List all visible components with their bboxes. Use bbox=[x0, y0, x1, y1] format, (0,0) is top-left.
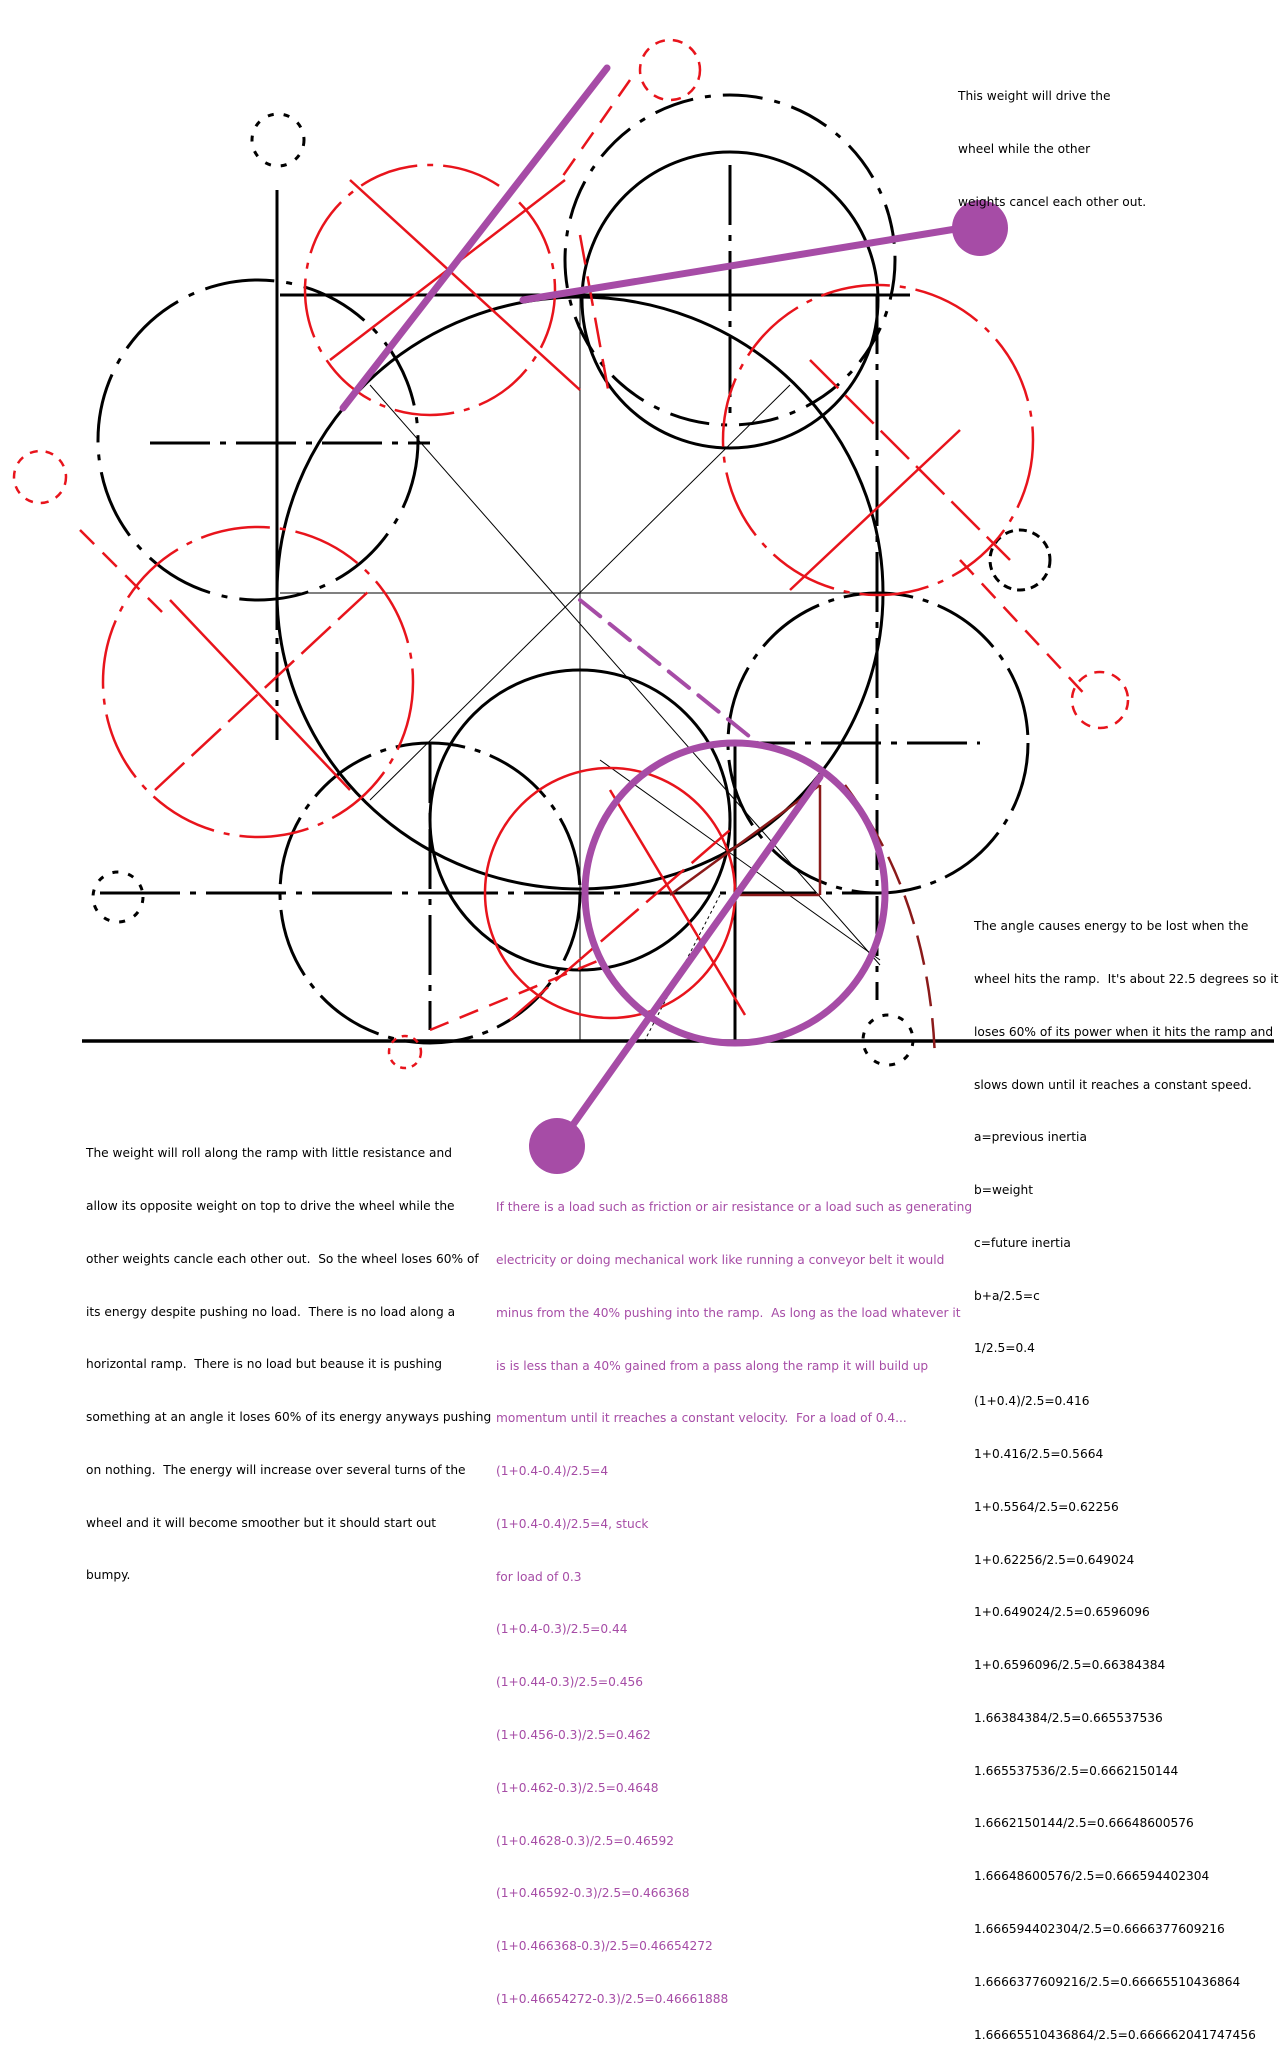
note-line: wheel while the other bbox=[958, 141, 1091, 156]
note-line: (1+0.46592-0.3)/2.5=0.466368 bbox=[496, 1886, 690, 1901]
note-line: something at an angle it loses 60% of its energy anyways pushing bbox=[86, 1410, 492, 1425]
note-line: c=future inertia bbox=[974, 1235, 1071, 1250]
note-drive-weight bbox=[958, 53, 1146, 229]
note-line: momentum until it rreaches a constant velocity. For a load of 0.4... bbox=[496, 1411, 907, 1426]
note-line: The angle causes energy to be lost when the bbox=[974, 919, 1249, 934]
note-line: 1+0.5564/2.5=0.62256 bbox=[974, 1499, 1119, 1514]
note-line: This weight will drive the bbox=[958, 89, 1111, 104]
note-line: is is less than a 40% gained from a pass along the ramp it will build up bbox=[496, 1358, 929, 1373]
note-line: 1.66648600576/2.5=0.666594402304 bbox=[974, 1869, 1210, 1884]
note-line: 1/2.5=0.4 bbox=[974, 1341, 1035, 1356]
note-line: slows down until it reaches a constant speed. bbox=[974, 1077, 1252, 1092]
note-line: on nothing. The energy will increase over several turns of the bbox=[86, 1462, 466, 1477]
note-line: (1+0.4-0.4)/2.5=4, stuck bbox=[496, 1516, 649, 1531]
note-line: wheel hits the ramp. It's about 22.5 degrees so it bbox=[974, 971, 1279, 986]
note-line: 1.66384384/2.5=0.665537536 bbox=[974, 1710, 1163, 1725]
note-line: The weight will roll along the ramp with little resistance and bbox=[86, 1146, 452, 1161]
note-line: (1+0.4-0.4)/2.5=4 bbox=[496, 1464, 609, 1479]
note-line: (1+0.4-0.3)/2.5=0.44 bbox=[496, 1622, 628, 1637]
note-line: wheel and it will become smoother but it should start out bbox=[86, 1515, 437, 1530]
note-line: its energy despite pushing no load. There is no load along a bbox=[86, 1304, 456, 1319]
note-line: (1+0.44-0.3)/2.5=0.456 bbox=[496, 1675, 643, 1690]
note-line: 1+0.416/2.5=0.5664 bbox=[974, 1447, 1104, 1461]
note-line: (1+0.466368-0.3)/2.5=0.46654272 bbox=[496, 1939, 713, 1954]
note-weight-roll bbox=[86, 1110, 491, 1603]
note-line: (1+0.4628-0.3)/2.5=0.46592 bbox=[496, 1833, 674, 1848]
note-line: horizontal ramp. There is no load but beause it is pushing bbox=[86, 1357, 443, 1372]
note-line: 1+0.6596096/2.5=0.66384384 bbox=[974, 1658, 1166, 1673]
note-load bbox=[496, 1164, 972, 2026]
note-line: 1+0.649024/2.5=0.6596096 bbox=[974, 1605, 1150, 1620]
note-line: loses 60% of its power when it hits the ramp and bbox=[974, 1024, 1274, 1039]
note-angle-energy bbox=[974, 883, 1278, 2062]
note-line: other weights cancle each other out. So the wheel loses 60% of bbox=[86, 1251, 479, 1266]
note-line: a=previous inertia bbox=[974, 1130, 1087, 1145]
note-line: for load of 0.3 bbox=[496, 1569, 582, 1584]
note-line: 1.6662150144/2.5=0.66648600576 bbox=[974, 1816, 1194, 1831]
note-line: 1.6666377609216/2.5=0.66665510436864 bbox=[974, 1974, 1241, 1989]
note-line: If there is a load such as friction or air resistance or a load such as generating bbox=[496, 1200, 973, 1215]
note-line: (1+0.46654272-0.3)/2.5=0.46661888 bbox=[496, 1991, 729, 2006]
note-line: electricity or doing mechanical work like running a conveyor belt it would bbox=[496, 1252, 945, 1267]
note-line: 1.666594402304/2.5=0.6666377609216 bbox=[974, 1922, 1225, 1937]
note-line: (1+0.462-0.3)/2.5=0.4648 bbox=[496, 1780, 659, 1795]
note-line: minus from the 40% pushing into the ramp. As long as the load whatever it bbox=[496, 1305, 961, 1320]
note-line: b=weight bbox=[974, 1183, 1034, 1198]
note-line: (1+0.4)/2.5=0.416 bbox=[974, 1394, 1090, 1409]
note-line: 1+0.62256/2.5=0.649024 bbox=[974, 1552, 1135, 1567]
note-line: (1+0.456-0.3)/2.5=0.462 bbox=[496, 1728, 651, 1742]
note-line: weights cancel each other out. bbox=[958, 194, 1147, 209]
note-line: 1.66665510436864/2.5=0.666662041747456 bbox=[974, 2027, 1256, 2042]
note-line: 1.665537536/2.5=0.6662150144 bbox=[974, 1763, 1179, 1778]
note-line: bumpy. bbox=[86, 1568, 131, 1583]
note-line: b+a/2.5=c bbox=[974, 1288, 1040, 1303]
note-line: allow its opposite weight on top to drive the wheel while the bbox=[86, 1198, 455, 1213]
